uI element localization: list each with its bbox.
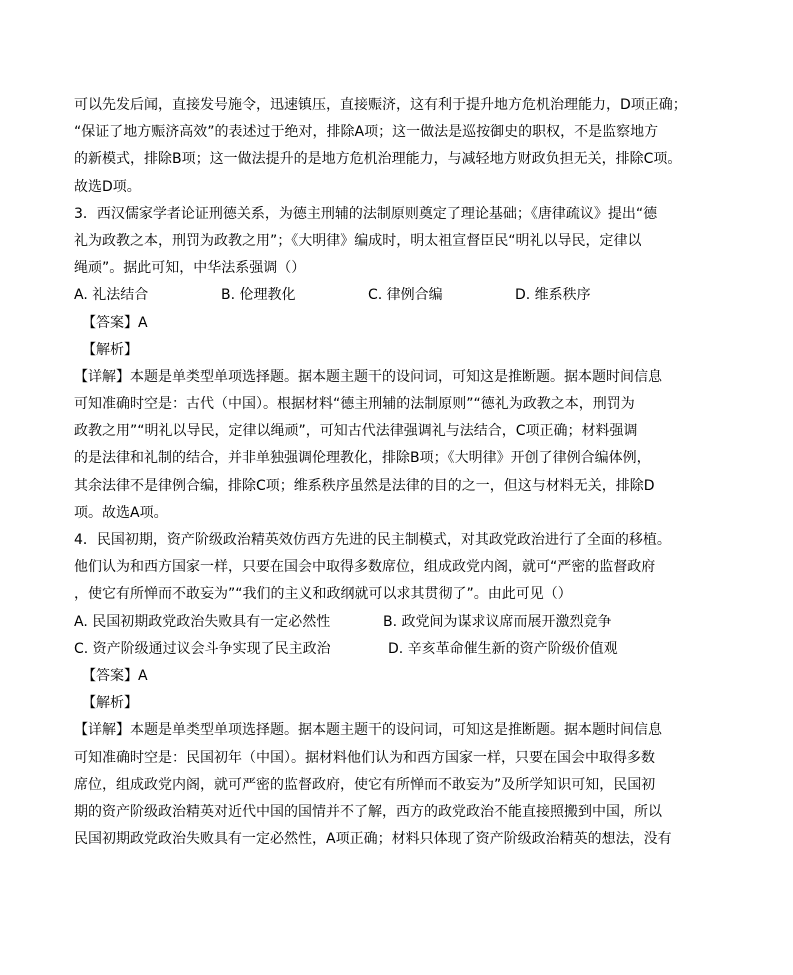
text-line: 故选D项。 [74, 178, 141, 195]
option-c: C. 律例合编 [368, 287, 443, 304]
analysis-label: 【解析】 [82, 695, 138, 712]
analysis-label: 【解析】 [82, 341, 138, 358]
option-d: D. 维系秩序 [515, 287, 591, 304]
option-c: C. 资产阶级通过议会斗争实现了民主政治 [74, 640, 331, 657]
detail-line: 项。故选A项。 [74, 504, 168, 521]
detail-line: 【详解】本题是单类型单项选择题。据本题主题干的设问词，可知这是推断题。据本题时间信息 [74, 722, 662, 739]
question-stem-line: 绳顽”。据此可知，中华法系强调（） [74, 260, 306, 277]
answer-options [74, 282, 724, 309]
question-4 [74, 527, 724, 853]
detail-line: 席位，组成政党内阁，就可严密的监督政府，使它有所惮而不敢妄为”及所学知识可知，民国初 [74, 776, 656, 793]
detail-line: 可知准确时空是：古代（中国）。根据材料“德主刑辅的法制原则”“德礼为政教之本，刑罚为 [74, 396, 635, 413]
question-stem-line: ，使它有所惮而不敢妄为”“我们的主义和政纲就可以求其贯彻了”。由此可见（） [74, 586, 572, 603]
answer-label: 【答案】A [82, 667, 148, 684]
question-stem-line: 他们认为和西方国家一样，只要在国会中取得多数席位，组成政党内阁，就可“严密的监督政府 [74, 559, 656, 576]
text-line: “保证了地方赈济高效”的表述过于绝对，排除A项；这一做法是巡按御史的职权，不是监察地方 [74, 124, 659, 141]
answer-options-row [74, 636, 724, 663]
question-stem-line: 4．民国初期，资产阶级政治精英效仿西方先进的民主制模式，对其政党政治进行了全面的移植。 [74, 532, 671, 548]
question-stem-line: 3．西汉儒家学者论证刑德关系，为德主刑辅的法制原则奠定了理论基础；《唐律疏议》提出“德 [74, 205, 658, 222]
text-line: 可以先发后闻，直接发号施令，迅速镇压，直接赈济，这有利于提升地方危机治理能力，D项正确； [74, 97, 687, 113]
option-a: A. 礼法结合 [74, 287, 149, 304]
question-3 [74, 201, 724, 527]
detail-line: 政教之用”“明礼以导民，定律以绳顽”，可知古代法律强调礼与法结合，C项正确；材料强调 [74, 423, 638, 440]
detail-line: 其余法律不是律例合编，排除C项；维系秩序虽然是法律的目的之一，但这与材料无关，排除D [74, 477, 655, 494]
detail-line: 的是法律和礼制的结合，并非单独强调伦理教化，排除B项；《大明律》开创了律例合编体例， [74, 450, 651, 467]
question-stem-line: 礼为政教之本，刑罚为政教之用”；《大明律》编成时，明太祖宣督臣民“明礼以导民，定律以 [74, 232, 642, 249]
text-line: 的新模式，排除B项；这一做法提升的是地方危机治理能力，与减轻地方财政负担无关，排除C项。 [74, 151, 682, 168]
option-d: D. 辛亥革命催生新的资产阶级价值观 [388, 640, 618, 657]
answer-label: 【答案】A [82, 314, 148, 331]
previous-question-analysis [74, 92, 724, 201]
detail-line: 民国初期政党政治失败具有一定必然性，A项正确；材料只体现了资产阶级政治精英的想法，没有 [74, 831, 672, 848]
option-a: A. 民国初期政党政治失败具有一定必然性 [74, 613, 331, 630]
detail-line: 可知准确时空是：民国初年（中国）。据材料他们认为和西方国家一样，只要在国会中取得多数 [74, 749, 655, 766]
document-page [74, 92, 724, 853]
detail-line: 【详解】本题是单类型单项选择题。据本题主题干的设问词，可知这是推断题。据本题时间信息 [74, 368, 662, 385]
answer-options-row [74, 609, 724, 636]
option-b: B. 伦理教化 [221, 287, 296, 304]
detail-line: 期的资产阶级政治精英对近代中国的国情并不了解，西方的政党政治不能直接照搬到中国，所以 [74, 803, 662, 820]
option-b: B. 政党间为谋求议席而展开激烈竞争 [383, 613, 612, 630]
